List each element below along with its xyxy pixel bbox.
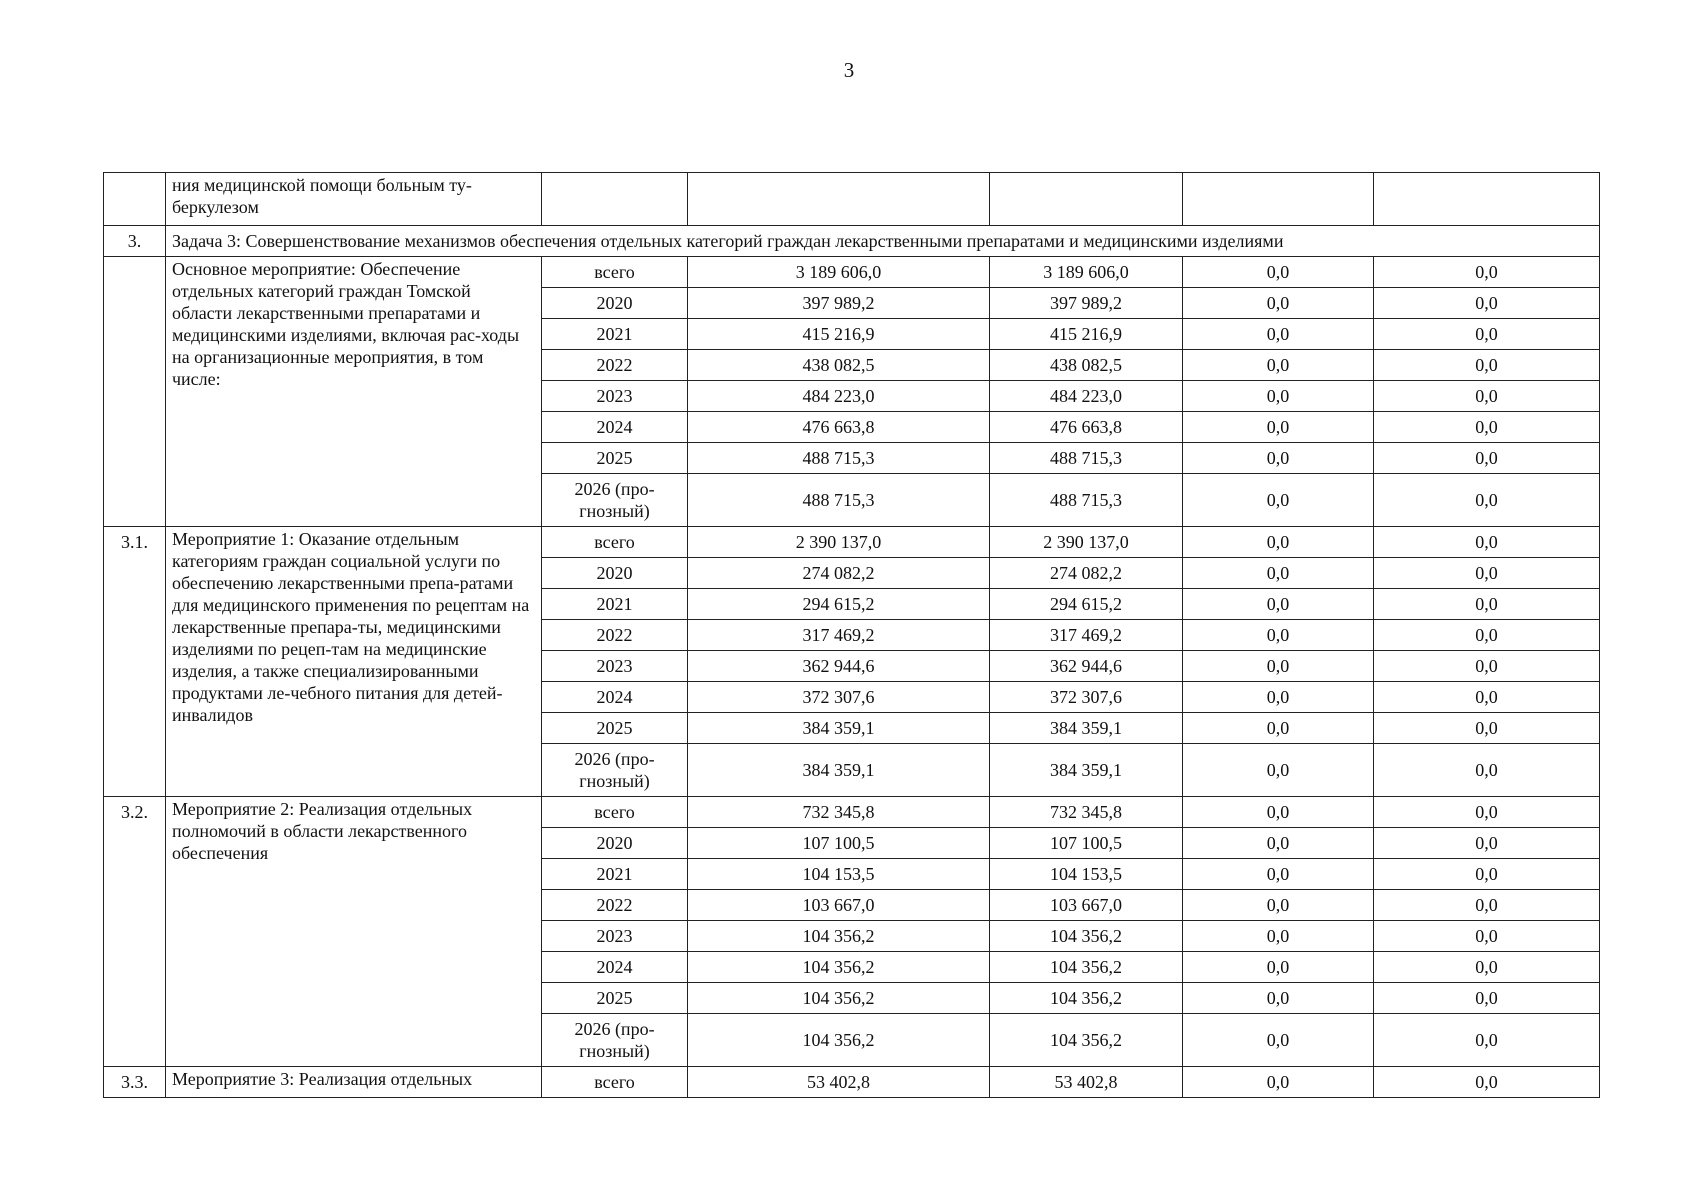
item-number: 3.1.	[104, 527, 166, 797]
item-number: 3.3.	[104, 1067, 166, 1098]
period-cell: 2023	[542, 921, 688, 952]
value-cell-3: 0,0	[1183, 744, 1374, 797]
value-cell-2: 488 715,3	[990, 443, 1183, 474]
value-cell-4: 0,0	[1374, 921, 1600, 952]
value-cell-4: 0,0	[1374, 1014, 1600, 1067]
carryover-empty-cell	[990, 173, 1183, 226]
value-cell-4: 0,0	[1374, 620, 1600, 651]
item-number: 3.2.	[104, 797, 166, 1067]
value-cell-4: 0,0	[1374, 797, 1600, 828]
value-cell-4: 0,0	[1374, 257, 1600, 288]
value-cell-3: 0,0	[1183, 558, 1374, 589]
value-cell-3: 0,0	[1183, 921, 1374, 952]
value-cell-4: 0,0	[1374, 828, 1600, 859]
period-cell: 2022	[542, 620, 688, 651]
value-cell-3: 0,0	[1183, 527, 1374, 558]
table-row	[104, 797, 1600, 828]
period-cell: всего	[542, 1067, 688, 1098]
period-cell: 2021	[542, 319, 688, 350]
value-cell-1: 488 715,3	[688, 443, 990, 474]
period-cell: 2024	[542, 952, 688, 983]
value-cell-2: 104 356,2	[990, 921, 1183, 952]
value-cell-2: 317 469,2	[990, 620, 1183, 651]
value-cell-2: 362 944,6	[990, 651, 1183, 682]
item-description: Мероприятие 2: Реализация отдельных полномочий в области лекарственного обеспечения	[166, 797, 542, 1067]
carryover-row	[104, 173, 1600, 226]
value-cell-3: 0,0	[1183, 412, 1374, 443]
value-cell-2: 384 359,1	[990, 744, 1183, 797]
carryover-empty-cell	[1183, 173, 1374, 226]
period-cell: 2025	[542, 983, 688, 1014]
value-cell-3: 0,0	[1183, 828, 1374, 859]
value-cell-1: 274 082,2	[688, 558, 990, 589]
value-cell-3: 0,0	[1183, 443, 1374, 474]
carryover-empty-cell	[542, 173, 688, 226]
value-cell-1: 384 359,1	[688, 713, 990, 744]
value-cell-2: 2 390 137,0	[990, 527, 1183, 558]
value-cell-1: 484 223,0	[688, 381, 990, 412]
value-cell-3: 0,0	[1183, 859, 1374, 890]
value-cell-1: 384 359,1	[688, 744, 990, 797]
value-cell-1: 104 153,5	[688, 859, 990, 890]
value-cell-2: 484 223,0	[990, 381, 1183, 412]
item-description: Мероприятие 1: Оказание отдельным категориям граждан социальной услуги по обеспечению лекарственными препа-ратами для медицинского применения по рецептам на лекарственные препара-ты, медицинскими изделиями по рецеп-там на медицинские изделия, а также специализированными продуктами ле-чебного питания для детей-инвалидов	[166, 527, 542, 797]
value-cell-3: 0,0	[1183, 890, 1374, 921]
period-cell: 2020	[542, 558, 688, 589]
page-number: 3	[843, 58, 855, 82]
value-cell-3: 0,0	[1183, 620, 1374, 651]
value-cell-3: 0,0	[1183, 651, 1374, 682]
value-cell-2: 488 715,3	[990, 474, 1183, 527]
period-cell: 2024	[542, 412, 688, 443]
value-cell-1: 104 356,2	[688, 983, 990, 1014]
value-cell-2: 732 345,8	[990, 797, 1183, 828]
carryover-empty-cell	[688, 173, 990, 226]
value-cell-3: 0,0	[1183, 381, 1374, 412]
value-cell-1: 104 356,2	[688, 921, 990, 952]
value-cell-4: 0,0	[1374, 682, 1600, 713]
value-cell-1: 362 944,6	[688, 651, 990, 682]
value-cell-3: 0,0	[1183, 288, 1374, 319]
value-cell-1: 476 663,8	[688, 412, 990, 443]
carryover-num-cell	[104, 173, 166, 226]
value-cell-4: 0,0	[1374, 527, 1600, 558]
financing-table	[103, 172, 1600, 1098]
period-cell: всего	[542, 797, 688, 828]
value-cell-3: 0,0	[1183, 474, 1374, 527]
value-cell-2: 384 359,1	[990, 713, 1183, 744]
value-cell-4: 0,0	[1374, 952, 1600, 983]
value-cell-2: 397 989,2	[990, 288, 1183, 319]
value-cell-1: 488 715,3	[688, 474, 990, 527]
value-cell-2: 104 153,5	[990, 859, 1183, 890]
value-cell-2: 107 100,5	[990, 828, 1183, 859]
table-row	[104, 527, 1600, 558]
value-cell-3: 0,0	[1183, 952, 1374, 983]
value-cell-4: 0,0	[1374, 558, 1600, 589]
value-cell-4: 0,0	[1374, 589, 1600, 620]
value-cell-2: 372 307,6	[990, 682, 1183, 713]
item-description: Основное мероприятие: Обеспечение отдельных категорий граждан Томской области лекарственными препаратами и медицинскими изделиями, включая рас-ходы на организационные мероприятия, в том числе:	[166, 257, 542, 527]
value-cell-4: 0,0	[1374, 713, 1600, 744]
period-cell: 2020	[542, 828, 688, 859]
period-cell: 2023	[542, 381, 688, 412]
value-cell-4: 0,0	[1374, 983, 1600, 1014]
value-cell-3: 0,0	[1183, 797, 1374, 828]
value-cell-2: 104 356,2	[990, 1014, 1183, 1067]
value-cell-1: 104 356,2	[688, 1014, 990, 1067]
value-cell-1: 294 615,2	[688, 589, 990, 620]
value-cell-4: 0,0	[1374, 350, 1600, 381]
task-row	[104, 226, 1600, 257]
value-cell-4: 0,0	[1374, 859, 1600, 890]
value-cell-2: 415 216,9	[990, 319, 1183, 350]
value-cell-1: 372 307,6	[688, 682, 990, 713]
value-cell-1: 2 390 137,0	[688, 527, 990, 558]
value-cell-1: 438 082,5	[688, 350, 990, 381]
value-cell-2: 3 189 606,0	[990, 257, 1183, 288]
period-cell: 2026 (про- гнозный)	[542, 744, 688, 797]
value-cell-3: 0,0	[1183, 682, 1374, 713]
value-cell-4: 0,0	[1374, 1067, 1600, 1098]
period-cell: 2023	[542, 651, 688, 682]
table-row	[104, 257, 1600, 288]
item-number	[104, 257, 166, 527]
value-cell-2: 104 356,2	[990, 952, 1183, 983]
value-cell-1: 3 189 606,0	[688, 257, 990, 288]
value-cell-4: 0,0	[1374, 319, 1600, 350]
task-title: Задача 3: Совершенствование механизмов обеспечения отдельных категорий граждан лекарственными препаратами и медицинскими изделиями	[166, 226, 1600, 257]
value-cell-4: 0,0	[1374, 890, 1600, 921]
period-cell: 2022	[542, 890, 688, 921]
value-cell-4: 0,0	[1374, 381, 1600, 412]
value-cell-1: 397 989,2	[688, 288, 990, 319]
period-cell: 2026 (про- гнозный)	[542, 1014, 688, 1067]
value-cell-2: 53 402,8	[990, 1067, 1183, 1098]
value-cell-4: 0,0	[1374, 412, 1600, 443]
value-cell-2: 294 615,2	[990, 589, 1183, 620]
table-row	[104, 1067, 1600, 1098]
value-cell-4: 0,0	[1374, 288, 1600, 319]
value-cell-2: 104 356,2	[990, 983, 1183, 1014]
value-cell-4: 0,0	[1374, 744, 1600, 797]
value-cell-3: 0,0	[1183, 350, 1374, 381]
value-cell-1: 732 345,8	[688, 797, 990, 828]
period-cell: 2020	[542, 288, 688, 319]
period-cell: всего	[542, 527, 688, 558]
value-cell-4: 0,0	[1374, 651, 1600, 682]
period-cell: 2024	[542, 682, 688, 713]
period-cell: 2021	[542, 589, 688, 620]
value-cell-3: 0,0	[1183, 257, 1374, 288]
value-cell-3: 0,0	[1183, 589, 1374, 620]
value-cell-4: 0,0	[1374, 474, 1600, 527]
value-cell-1: 103 667,0	[688, 890, 990, 921]
item-description: Мероприятие 3: Реализация отдельных	[166, 1067, 542, 1098]
period-cell: 2021	[542, 859, 688, 890]
carryover-empty-cell	[1374, 173, 1600, 226]
period-cell: 2022	[542, 350, 688, 381]
value-cell-1: 53 402,8	[688, 1067, 990, 1098]
period-cell: всего	[542, 257, 688, 288]
value-cell-2: 438 082,5	[990, 350, 1183, 381]
value-cell-1: 107 100,5	[688, 828, 990, 859]
carryover-desc: ния медицинской помощи больным ту- беркулезом	[166, 173, 542, 226]
task-number: 3.	[104, 226, 166, 257]
value-cell-3: 0,0	[1183, 1014, 1374, 1067]
value-cell-3: 0,0	[1183, 713, 1374, 744]
value-cell-3: 0,0	[1183, 319, 1374, 350]
value-cell-3: 0,0	[1183, 983, 1374, 1014]
value-cell-2: 476 663,8	[990, 412, 1183, 443]
value-cell-2: 103 667,0	[990, 890, 1183, 921]
value-cell-3: 0,0	[1183, 1067, 1374, 1098]
period-cell: 2026 (про- гнозный)	[542, 474, 688, 527]
value-cell-2: 274 082,2	[990, 558, 1183, 589]
table-body	[104, 173, 1600, 1098]
period-cell: 2025	[542, 713, 688, 744]
period-cell: 2025	[542, 443, 688, 474]
value-cell-1: 104 356,2	[688, 952, 990, 983]
value-cell-1: 415 216,9	[688, 319, 990, 350]
value-cell-4: 0,0	[1374, 443, 1600, 474]
value-cell-1: 317 469,2	[688, 620, 990, 651]
